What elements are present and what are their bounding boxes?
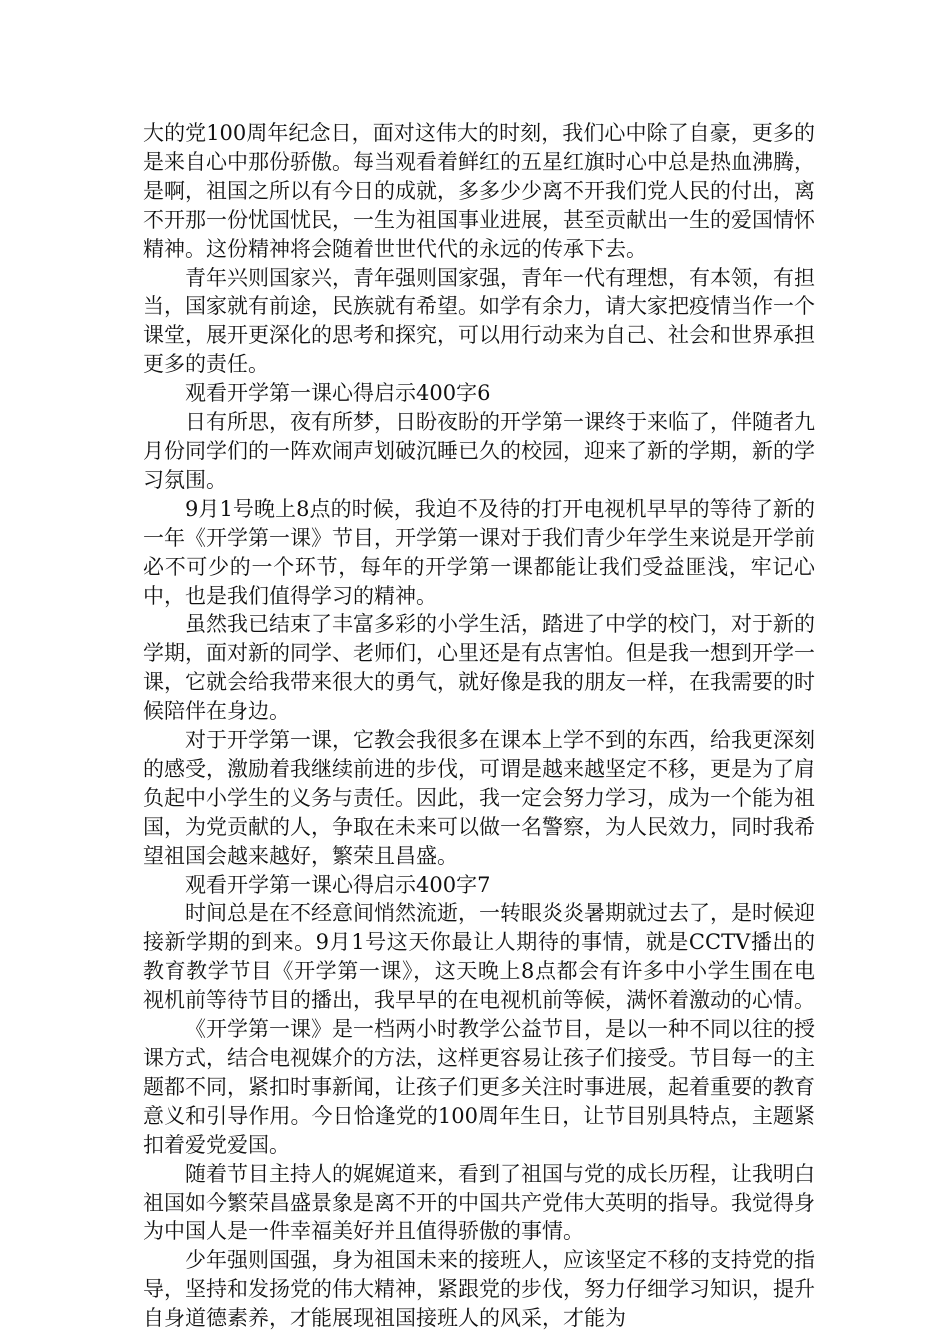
paragraph-continued: 大的党100周年纪念日，面对这伟大的时刻，我们心中除了自豪，更多的是来自心中那份骄傲。每当观看着鲜红的五星红旗时心中总是热血沸腾，是啊，祖国之所以有今日的成就，多多少少离不开我们党人民的付出，离不开那一份忧国忧民，一生为祖国事业进展，甚至贡献出一生的爱国情怀精神。这份精神将会随着世世代代的永远的传承下去。 xyxy=(143,121,815,261)
paragraph: 青年兴则国家兴，青年强则国家强，青年一代有理想，有本领，有担当，国家就有前途，民族就有希望。如学有余力，请大家把疫情当作一个课堂，展开更深化的思考和探究，可以用行动来为自己、社会和世界承担更多的责任。 xyxy=(143,265,815,377)
paragraph: 随着节目主持人的娓娓道来，看到了祖国与党的成长历程，让我明白祖国如今繁荣昌盛景象是离不开的中国共产党伟大英明的指导。我觉得身为中国人是一件幸福美好并且值得骄傲的事情。 xyxy=(143,1161,815,1244)
document-page xyxy=(143,119,815,1333)
paragraph: 9月1号晚上8点的时候，我迫不及待的打开电视机早早的等待了新的一年《开学第一课》节目，开学第一课对于我们青少年学生来说是开学前必不可少的一个环节，每年的开学第一课都能让我们受益匪浅，牢记心中，也是我们值得学习的精神。 xyxy=(143,496,815,608)
paragraph: 虽然我已结束了丰富多彩的小学生活，踏进了中学的校门，对于新的学期，面对新的同学、老师们，心里还是有点害怕。但是我一想到开学一课，它就会给我带来很大的勇气，就好像是我的朋友一样，在我需要的时候陪伴在身边。 xyxy=(143,612,815,724)
paragraph: 日有所思，夜有所梦，日盼夜盼的开学第一课终于来临了，伴随者九月份同学们的一阵欢闹声划破沉睡已久的校园，迎来了新的学期，新的学习氛围。 xyxy=(143,410,815,492)
paragraph: 《开学第一课》是一档两小时教学公益节目，是以一种不同以往的授课方式，结合电视媒介的方法，这样更容易让孩子们接受。节目每一的主题都不同，紧扣时事新闻，让孩子们更多关注时事进展，起着重要的教育意义和引导作用。今日恰逢党的100周年生日，让节目别具特点，主题紧扣着爱党爱国。 xyxy=(143,1017,815,1157)
section-heading: 观看开学第一课心得启示400字7 xyxy=(185,872,491,897)
paragraph: 少年强则国强，身为祖国未来的接班人，应该坚定不移的支持党的指导，坚持和发扬党的伟大精神，紧跟党的步伐，努力仔细学习知识，提升自身道德素养，才能展现祖国接班人的风采，才能为 xyxy=(143,1248,815,1331)
paragraph: 时间总是在不经意间悄然流逝，一转眼炎炎暑期就过去了，是时候迎接新学期的到来。9月1号这天你最让人期待的事情，就是CCTV播出的教育教学节目《开学第一课》，这天晚上8点都会有许多中小学生围在电视机前等待节目的播出，我早早的在电视机前等候，满怀着激动的心情。 xyxy=(143,901,815,1013)
section-heading: 观看开学第一课心得启示400字6 xyxy=(185,381,491,406)
paragraph: 对于开学第一课，它教会我很多在课本上学不到的东西，给我更深刻的感受，激励着我继续前进的步伐，可谓是越来越坚定不移，更是为了肩负起中小学生的义务与责任。因此，我一定会努力学习，成为一个能为祖国，为党贡献的人，争取在未来可以做一名警察，为人民效力，同时我希望祖国会越来越好，繁荣且昌盛。 xyxy=(143,728,815,868)
